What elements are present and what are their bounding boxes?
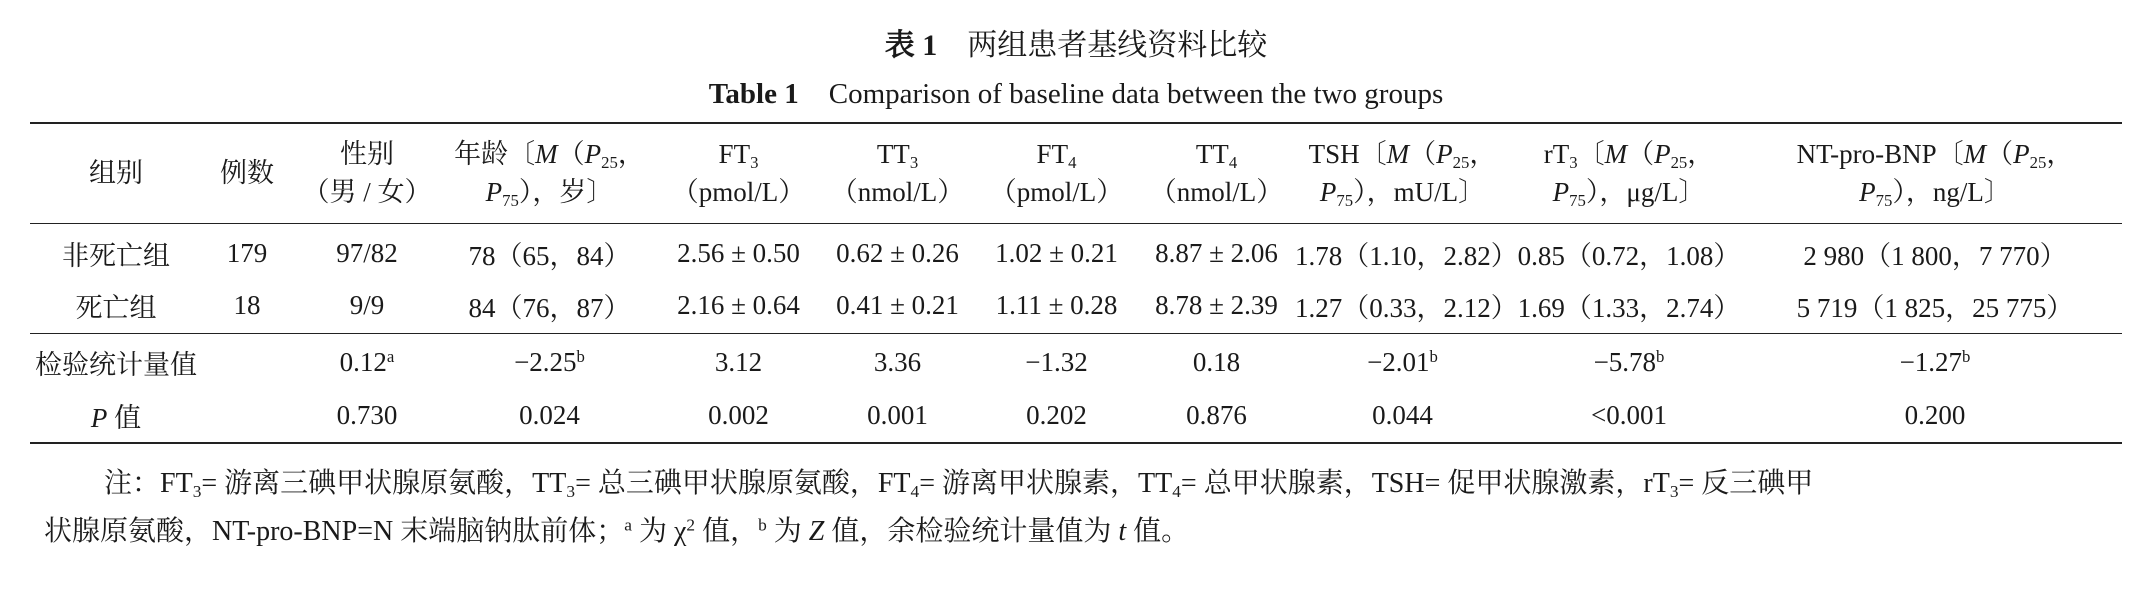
cell-empty (202, 333, 292, 388)
cell-p-tsh: 0.044 (1295, 388, 1510, 443)
table-row (30, 223, 2122, 278)
header-ft3: $FT_3$ （pmol/L） (657, 123, 820, 223)
header-gender: 性别 （男 / 女） (292, 123, 442, 223)
cell-gender: 9/9 (349, 289, 385, 320)
baseline-table (30, 122, 2122, 444)
cell-ft3: 2.56 ± 0.50 (677, 238, 800, 269)
cell-stat-rt3: −5.78$^b$ (1510, 333, 1748, 388)
header-tt3: $TT_3$ （nmol/L） (820, 123, 975, 223)
cell-cases: 179 (226, 238, 268, 269)
cell-ft4: 1.02 ± 0.21 (995, 238, 1118, 269)
cell-rt3: 0.85（0.72，1.08） (1517, 241, 1741, 272)
cell-p-rt3: <0.001 (1510, 388, 1748, 443)
table-title-cn (0, 28, 2152, 64)
cell-gender: 97/82 (336, 238, 398, 269)
header-nt-pro-bnp: NT-pro-BNP〔$M(P_{25}$， $P_{75}$），ng/L〕 (1748, 123, 2122, 223)
cell-stat-tsh: −2.01$^b$ (1295, 333, 1510, 388)
cell-stat-age: −2.25$^b$ (442, 333, 657, 388)
cell-empty (202, 388, 292, 443)
cell-nt-pro-bnp: 5 719（1 825，25 775） (1796, 292, 2074, 323)
cell-age: 78（65，84） (468, 241, 631, 272)
cell-p-ft3: 0.002 (657, 388, 820, 443)
cell-stat-label: 检验统计量值 (30, 333, 202, 388)
table-title-cn-text: 两组患者基线资料比较 (967, 29, 1268, 62)
header-ft4: $FT_4$ （pmol/L） (975, 123, 1138, 223)
cell-stat-tt4: 0.18 (1138, 333, 1295, 388)
cell-p-nt-pro-bnp: 0.200 (1748, 388, 2122, 443)
header-row (30, 123, 2122, 223)
cell-nt-pro-bnp: 2 980（1 800，7 770） (1803, 241, 2067, 272)
cell-p-tt4: 0.876 (1138, 388, 1295, 443)
header-cases: 例数 (202, 123, 292, 223)
cell-p-gender: 0.730 (292, 388, 442, 443)
table-title-en (0, 76, 2152, 112)
cell-cases: 18 (233, 289, 261, 320)
cell-p-ft4: 0.202 (975, 388, 1138, 443)
cell-ft3: 2.16 ± 0.64 (677, 289, 800, 320)
cell-stat-ft3: 3.12 (657, 333, 820, 388)
header-tt4: $TT_4$ （nmol/L） (1138, 123, 1295, 223)
cell-p-label: P 值 (30, 388, 202, 443)
footnote-line-1: 注：$FT_3=$ 游离三碘甲状腺原氨酸，$TT_3=$ 总三碘甲状腺原氨酸，$FT_4=$ 游离甲状腺素，$TT_4=$ 总甲状腺素，TSH= 促甲状腺激素，$rT_3=$ 反三碘甲 (104, 468, 1814, 502)
cell-tt3: 0.62 ± 0.26 (836, 238, 959, 269)
table-row (30, 278, 2122, 333)
header-rt3: $rT_3$〔$M(P_{25}$， $P_{75}$），μg/L〕 (1510, 123, 1748, 223)
cell-ft4: 1.11 ± 0.28 (995, 289, 1118, 320)
table-footnote (44, 460, 2124, 556)
cell-stat-ft4: −1.32 (975, 333, 1138, 388)
cell-tsh: 1.78（1.10，2.82） (1295, 241, 1518, 272)
table-title-en-text: Comparison of baseline data between the two groups (828, 78, 1444, 110)
p-value-row (30, 388, 2122, 443)
cell-group: 非死亡组 (62, 241, 170, 272)
table-number-cn: 表 1 (884, 29, 938, 62)
cell-p-age: 0.024 (442, 388, 657, 443)
cell-tt4: 8.87 ± 2.06 (1155, 238, 1278, 269)
cell-tsh: 1.27（0.33，2.12） (1295, 292, 1518, 323)
cell-group: 死亡组 (75, 292, 157, 323)
cell-stat-gender: 0.12$^a$ (292, 333, 442, 388)
stat-row (30, 333, 2122, 388)
cell-tt4: 8.78 ± 2.39 (1155, 289, 1278, 320)
header-group: 组别 (30, 123, 202, 223)
header-age: 年龄〔$M(P_{25}$， $P_{75}$），岁〕 (442, 123, 657, 223)
cell-age: 84（76，87） (468, 292, 631, 323)
header-tsh: TSH〔$M(P_{25}$， $P_{75}$），mU/L〕 (1295, 123, 1510, 223)
table-number-en: Table 1 (708, 78, 799, 110)
footnote-line-2: 状腺原氨酸，NT-pro-BNP=N 末端脑钠肽前体；$^a$ 为 $\chi^2$ 值，$^b$ 为 Z 值，余检验统计量值为 t 值。 (44, 515, 1190, 547)
cell-stat-nt-pro-bnp: −1.27$^b$ (1748, 333, 2122, 388)
cell-stat-tt3: 3.36 (820, 333, 975, 388)
cell-rt3: 1.69（1.33，2.74） (1517, 292, 1741, 323)
cell-tt3: 0.41 ± 0.21 (836, 289, 959, 320)
cell-p-tt3: 0.001 (820, 388, 975, 443)
